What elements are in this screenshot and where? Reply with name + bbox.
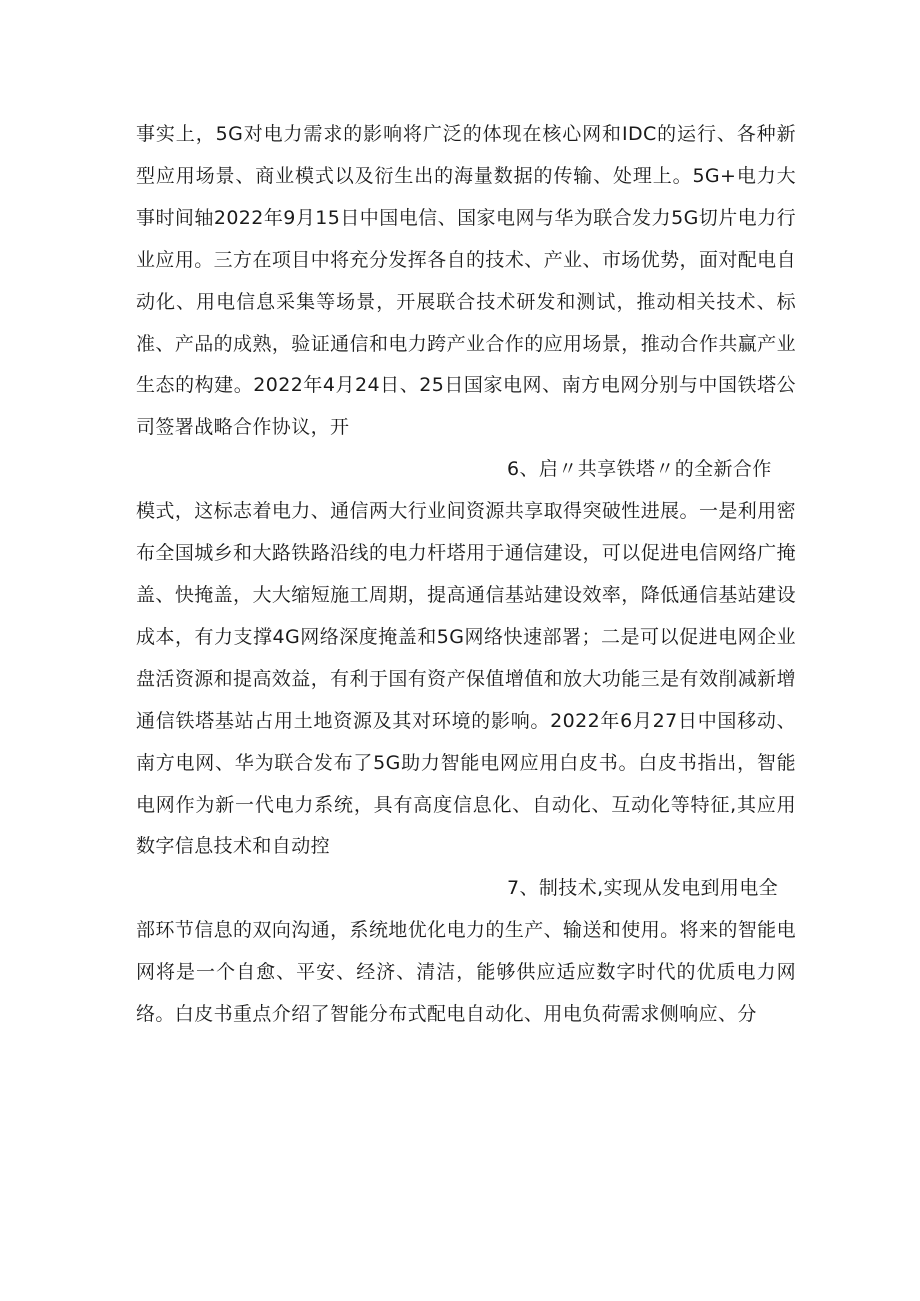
paragraph-2: 模式，这标志着电力、通信两大行业间资源共享取得突破性进展。一是利用密布全国城乡和大路铁路沿线的电力杆塔用于通信建设，可以促进电信网络广掩盖、快掩盖，大大缩短施工周期，提高通信基站建设效率，降低通信基站建设成本，有力支撑4G网络深度掩盖和5G网络快速部署；二是可以促进电网企业盘活资源和提高效益，有利于国有资产保值增值和放大功能三是有效削减新增通信铁塔基站占用土地资源及其对环境的影响。2022年6月27日中国移动、南方电网、华为联合发布了5G助力智能电网应用白皮书。白皮书指出，智能电网作为新一代电力系统，具有高度信息化、自动化、互动化等特征,其应用数字信息技术和自动控: [136, 500, 796, 858]
paragraph-1: 事实上，5G对电力需求的影响将广泛的体现在核心网和IDC的运行、各种新型应用场景、商业模式以及衍生出的海量数据的传输、处理上。5G+电力大事时间轴2022年9月15日中国电信、国家电网与华为联合发力5G切片电力行业应用。三方在项目中将充分发挥各自的技术、产业、市场优势，面对配电自动化、用电信息采集等场景，开展联合技术研发和测试，推动相关技术、标准、产品的成熟，验证通信和电力跨产业合作的应用场景，推动合作共赢产业生态的构建。2022年4月24日、25日国家电网、南方电网分别与中国铁塔公司签署战略合作协议，开: [136, 123, 796, 439]
section-7-heading-line: 7、制技术,实现从发电到用电全: [507, 877, 779, 900]
document-body: [136, 114, 796, 1036]
section-6-heading-line: 6、启〃共享铁塔〃的全新合作: [507, 458, 772, 481]
paragraph-3: 部环节信息的双向沟通，系统地优化电力的生产、输送和使用。将来的智能电网将是一个自愈、平安、经济、清洁，能够供应适应数字时代的优质电力网络。白皮书重点介绍了智能分布式配电自动化、用电负荷需求侧响应、分: [136, 919, 796, 1026]
